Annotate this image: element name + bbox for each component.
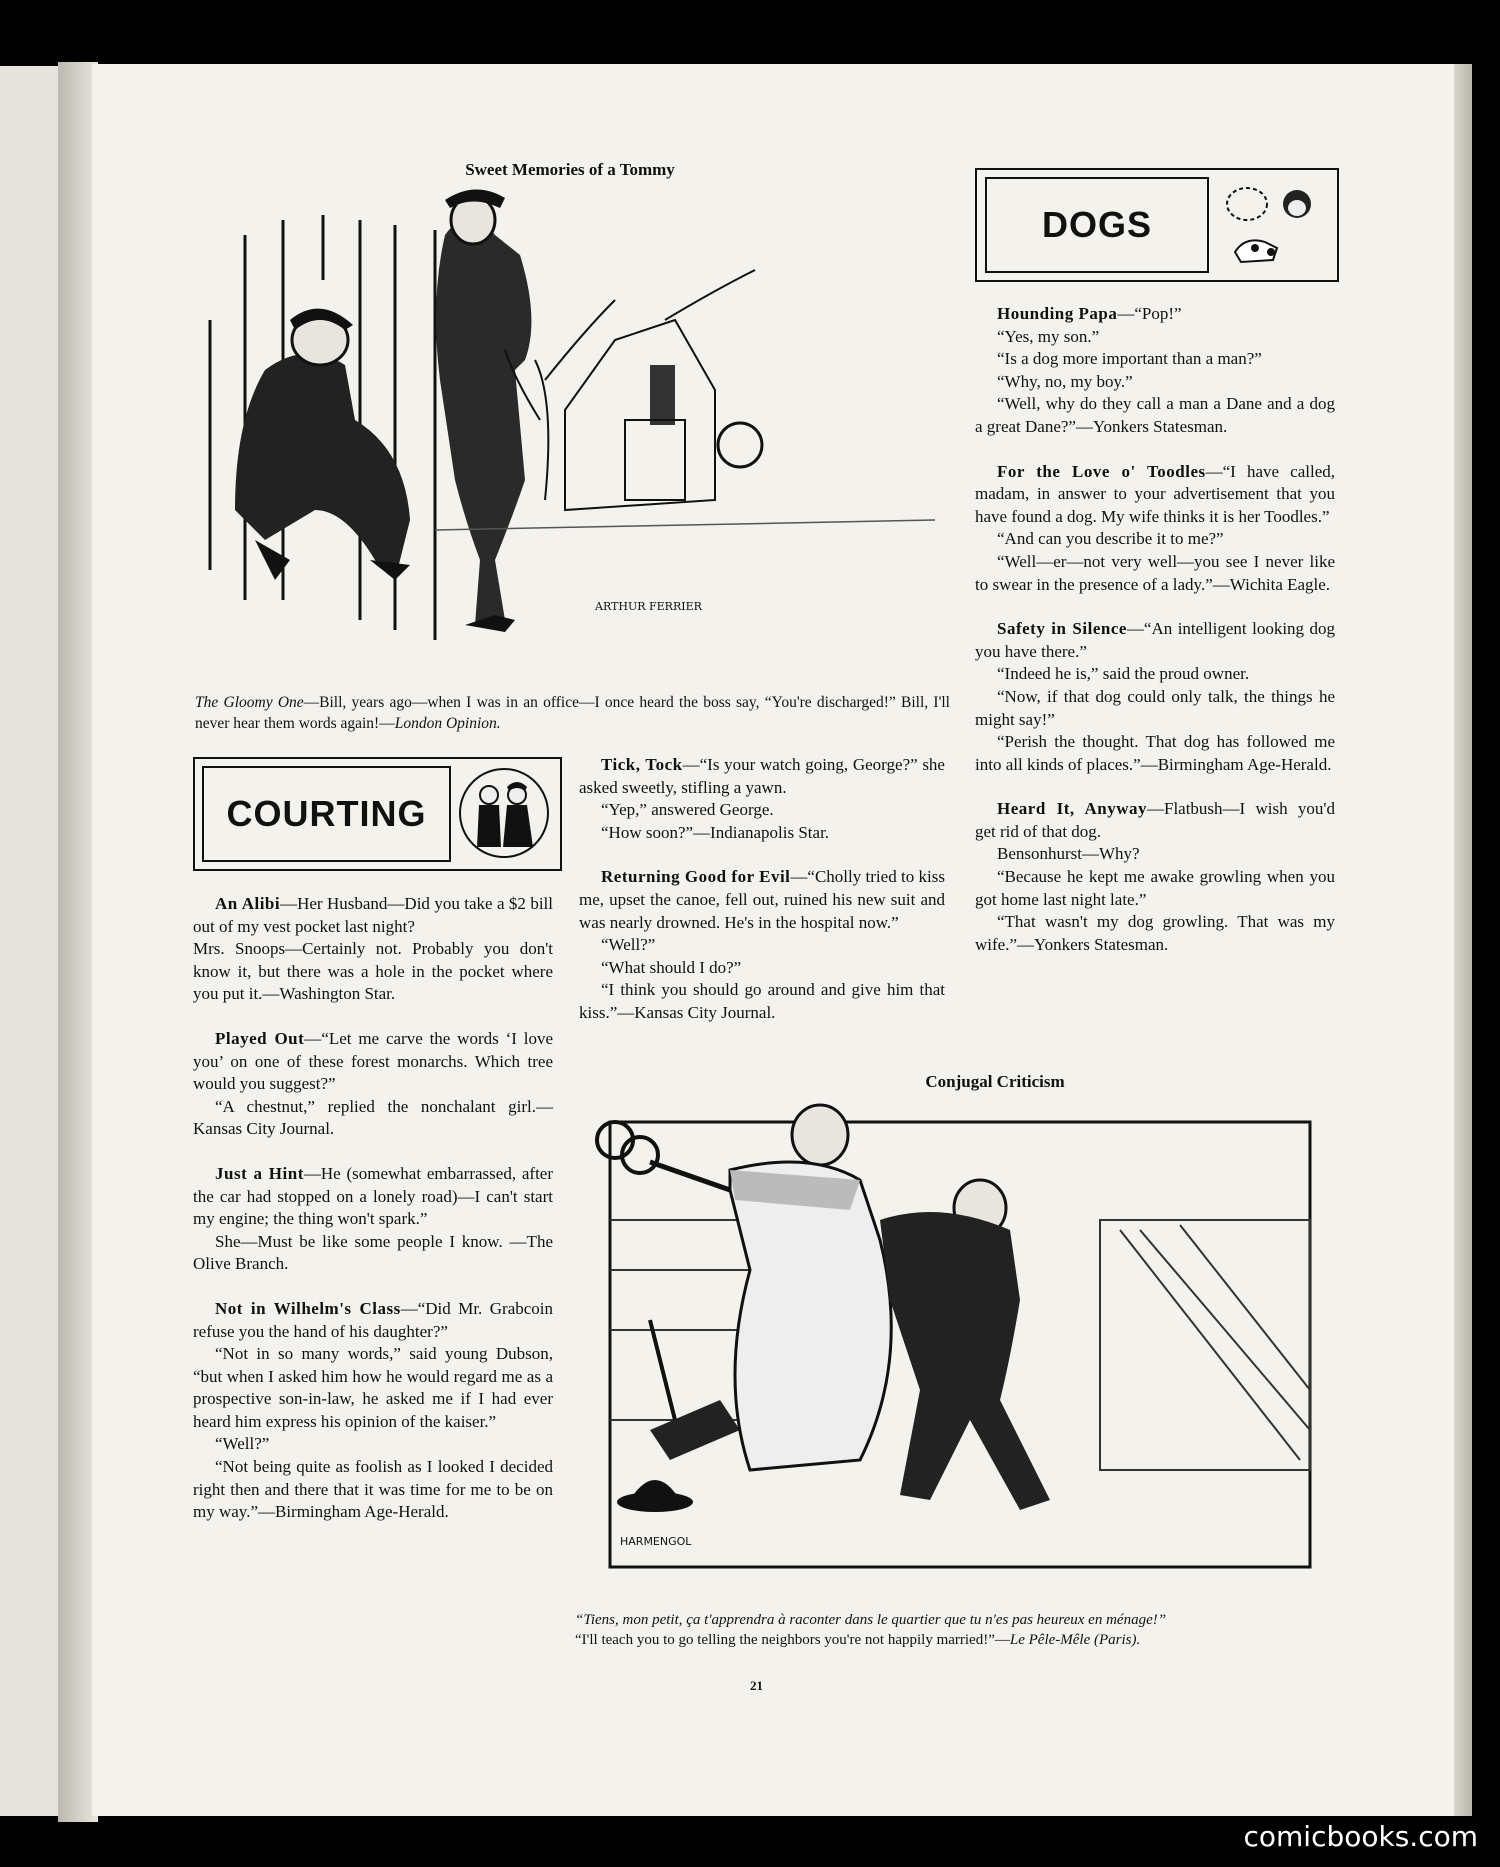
joke-line: “Is a dog more important than a man?” [997,349,1262,369]
joke-line: “I think you should go around and give him that kiss.”—Kansas City Journal. [579,980,945,1022]
joke-line: Mrs. Snoops—Certainly not. Probably you don't know it, but there was a hole in the pocket where you put it.—Washington Star. [193,939,553,1004]
middle-column [579,754,945,1025]
joke-line: Bensonhurst—Why? [997,844,1140,864]
joke-line: “That wasn't my dog growling. That was my wife.”—Yonkers Statesman. [975,912,1335,954]
joke-heading-just-a-hint: Just a Hint [215,1163,304,1183]
tommy-caption-source: London Opinion. [394,715,501,732]
joke-line: —Flatbush—I wish you'd get rid of that dog. [975,799,1335,841]
tommy-caption-text: —Bill, years ago—when I was in an office—I once heard the boss say, “You're discharged!” Bill, I'll never hear them words again!— [195,694,950,732]
joke-heading-tick-tock: Tick, Tock [601,755,683,774]
joke-line: —Her Husband—Did you take a $2 bill out of my vest pocket last night? [193,894,553,936]
joke-heading-heard-it-anyway: Heard It, Anyway [997,799,1147,819]
joke-line: “Well—er—not very well—you see I never like to swear in the presence of a lady.”—Wichita Eagle. [975,551,1335,594]
courting-column [193,893,553,1524]
dogs-banner-title: DOGS [985,177,1209,273]
joke-line: “Why, no, my boy.” [997,371,1133,391]
joke-heading-toodles: For the Love o' Toodles [997,461,1206,481]
page-number: 21 [750,1678,763,1693]
conjugal-caption-french: “Tiens, mon petit, ça t'apprendra à raconter dans le quartier que tu n'es pas heureux en ménage!” [575,1612,1167,1628]
dogs-column [975,303,1335,956]
joke-heading-an-alibi: An Alibi [215,894,281,913]
conjugal-cartoon-signature: HARMENGOL [620,1535,692,1548]
tommy-cartoon-signature: ARTHUR FERRIER [595,600,702,613]
tommy-cartoon-illustration [195,180,955,675]
courting-banner [193,757,562,871]
joke-line: —“Let me carve the words ‘I love you’ on one of these forest monarchs. Which tree would you suggest?” [193,1028,553,1094]
joke-line: “Well, why do they call a man a Dane and a dog a great Dane?”—Yonkers Statesman. [975,394,1335,436]
joke-line: “And can you describe it to me?” [997,529,1224,549]
conjugal-caption [575,1610,1335,1650]
joke-line: “Not in so many words,” said young Dubson, “but when I asked him how he would regard me as a prospective son-in-law, he asked me if I had ever heard him express his opinion of the kaiser.” [193,1344,553,1431]
joke-heading-returning-good: Returning Good for Evil [601,867,791,887]
joke-heading-played-out: Played Out [215,1028,305,1048]
joke-line: —“Did Mr. Grabcoin refuse you the hand of his daughter?” [193,1298,554,1341]
joke-line: —“Cholly tried to kiss me, upset the canoe, fell out, ruined his new suit and was nearly drowned. He's in the hospital now.” [579,867,945,932]
joke-line: “Perish the thought. That dog has followed me into all kinds of places.”—Birmingham Age-Herald. [975,732,1335,774]
joke-line: “Not being quite as foolish as I looked I decided right then and there that it was time for me to be on my way.”—Birmingham Age-Herald. [193,1457,553,1522]
watermark-text: comicbooks.com [1243,1820,1478,1853]
tommy-caption [195,692,950,734]
joke-line: She—Must be like some people I know. —The Olive Branch. [193,1231,553,1274]
joke-line: “Well?” [601,935,656,955]
facing-page-edge [0,66,58,1816]
cartoon-title-conjugal: Conjugal Criticism [925,1072,1065,1091]
joke-line: —He (somewhat embarrassed, after the car had stopped on a lonely road)—I can't start my engine; the thing won't spark.” [193,1163,553,1229]
conjugal-caption-source: Le Pêle-Mêle (Paris). [1009,1632,1141,1648]
joke-heading-wilhelms-class: Not in Wilhelm's Class [215,1298,401,1318]
joke-line: —“An intelligent looking dog you have there.” [975,619,1335,661]
joke-line: “Well?” [215,1434,270,1454]
joke-line: —“I have called, madam, in answer to your advertisement that you have found a dog. My wife thinks it is her Toodles.” [975,461,1335,526]
cartoon-title-tommy: Sweet Memories of a Tommy [465,160,675,179]
joke-line: “What should I do?” [601,957,742,977]
conjugal-cartoon-illustration [580,1100,1330,1600]
joke-line: —“Pop!” [1117,304,1182,323]
tommy-caption-speaker: The Gloomy One [195,694,304,711]
joke-line: “Now, if that dog could only talk, the things he might say!” [975,686,1335,729]
dogs-banner [975,168,1339,282]
joke-line: “Yes, my son.” [997,326,1100,346]
conjugal-caption-english: “I'll teach you to go telling the neighbors you're not happily married!”— [575,1632,1010,1648]
joke-line: “How soon?”—Indianapolis Star. [601,822,830,842]
joke-heading-hounding-papa: Hounding Papa [997,304,1118,323]
joke-line: —“Is your watch going, George?” she asked sweetly, stifling a yawn. [579,755,945,797]
joke-heading-safety-in-silence: Safety in Silence [997,619,1127,639]
dog-on-leash-icon [1215,176,1331,272]
courting-banner-title: COURTING [202,766,451,862]
page-edge [1454,64,1472,1816]
joke-line: “A chestnut,” replied the nonchalant girl.—Kansas City Journal. [193,1096,553,1139]
joke-line: “Because he kept me awake growling when you got home last night late.” [975,867,1335,909]
couple-icon [453,765,555,861]
joke-line: “Indeed he is,” said the proud owner. [997,664,1250,684]
joke-line: “Yep,” answered George. [601,800,774,820]
